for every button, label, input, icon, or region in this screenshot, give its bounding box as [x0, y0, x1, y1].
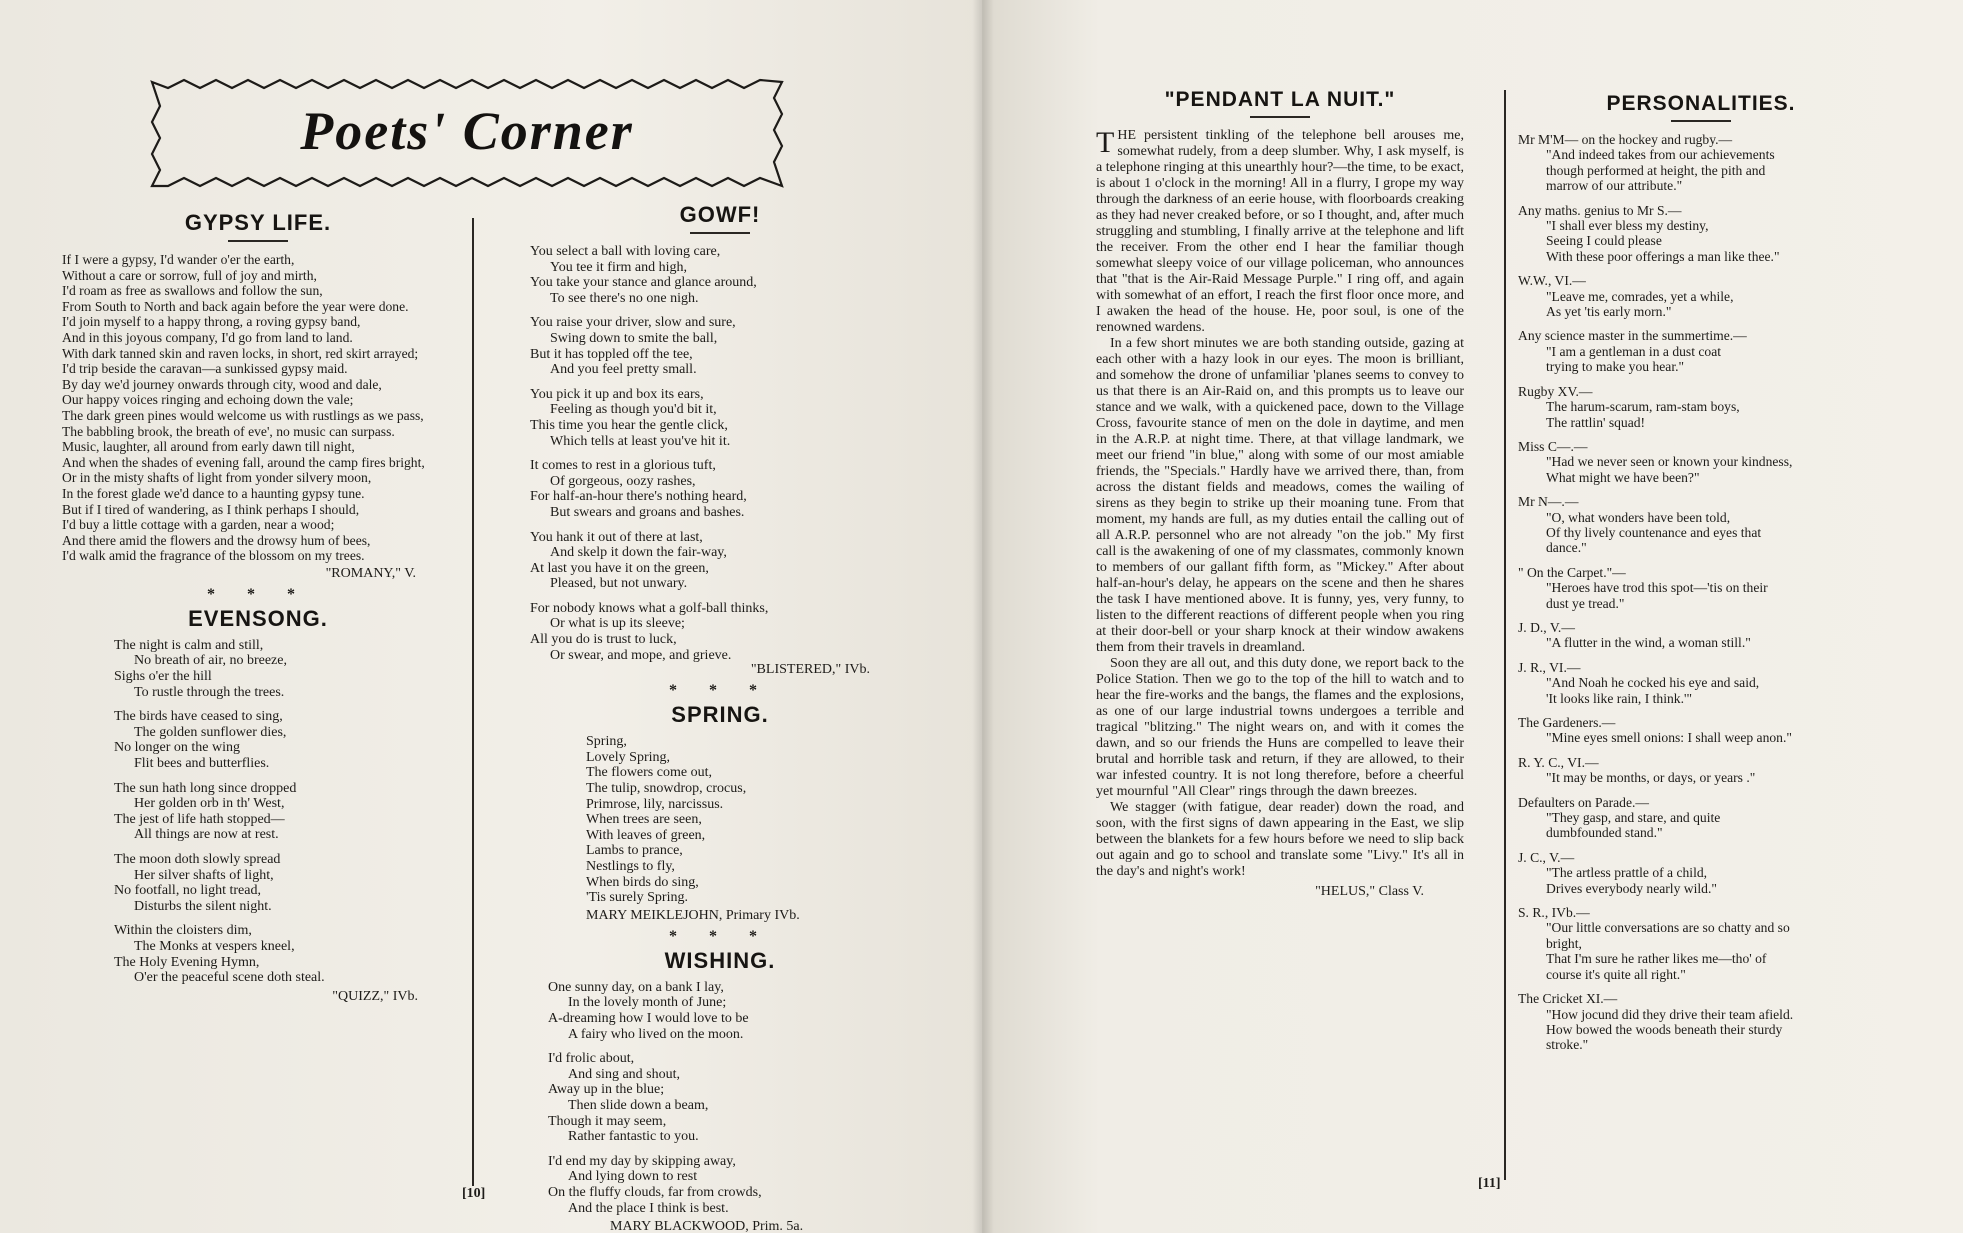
personality-quote-line: dance." — [1546, 540, 1587, 556]
paragraph-text: We stagger (with fatigue, dear reader) down the road, and soon, with the first signs of dawn appearing in the East, we slip between the blankets for a few hours before we need to slip back out again and go to school and translate some "Livy." It's all in the day's and night's work! — [1096, 800, 1464, 879]
personality-subject: R. Y. C., VI.— — [1518, 754, 1599, 770]
poem-line: Or in the misty shafts of light from yonder silvery moon, — [62, 470, 372, 486]
spring-signature: MARY MEIKLEJOHN, Primary IVb. — [586, 907, 800, 923]
poem-line: To rustle through the trees. — [134, 684, 285, 700]
personality-item — [1518, 905, 1884, 982]
personality-quote-line: "Our little conversations are so chatty and so — [1546, 920, 1790, 936]
column-divider — [1504, 90, 1506, 1180]
personality-quote-line: Of thy lively countenance and eyes that — [1546, 524, 1762, 540]
personality-item — [1518, 991, 1884, 1053]
personality-item — [1518, 715, 1884, 746]
personality-quote-line: Seeing I could please — [1546, 233, 1662, 249]
poem-line: The birds have ceased to sing, — [114, 709, 283, 725]
poem-line: And in this joyous company, I'd go from land to land. — [62, 329, 353, 345]
poem-line: You select a ball with loving care, — [530, 244, 721, 259]
personality-quote-line: The rattlin' squad! — [1546, 414, 1646, 430]
poem-line: The night is calm and still, — [114, 637, 264, 653]
stanza — [530, 530, 910, 592]
article-paragraph — [1096, 656, 1464, 800]
poem-line: And sing and shout, — [568, 1066, 680, 1082]
personality-quote-line: As yet 'tis early morn." — [1546, 304, 1672, 320]
poem-line: At last you have it on the green, — [530, 560, 709, 576]
personality-subject: The Gardeners.— — [1518, 715, 1616, 730]
poem-line: Lambs to prance, — [586, 843, 683, 859]
poem-line: I'd frolic about, — [548, 1051, 635, 1067]
poem-line: It comes to rest in a glorious tuft, — [530, 458, 716, 474]
personality-quote-line: "I shall ever bless my destiny, — [1546, 218, 1709, 234]
poem-line: You take your stance and glance around, — [530, 275, 757, 291]
personality-item — [1518, 620, 1884, 651]
personality-quote-line: "Heroes have trod this spot—'tis on their — [1546, 580, 1768, 596]
personality-subject: Defaulters on Parade.— — [1518, 794, 1649, 810]
poem-line: On the fluffy clouds, far from crowds, — [548, 1184, 762, 1200]
poem-line: With dark tanned skin and raven locks, in short, red skirt arrayed; — [62, 345, 419, 361]
personality-item — [1518, 494, 1884, 556]
personality-quote-line: The harum-scarum, ram-stam boys, — [1546, 399, 1740, 415]
poem-line: A fairy who lived on the moon. — [568, 1026, 744, 1042]
poem-line: In the lovely month of June; — [568, 995, 727, 1011]
paragraph-text: In a few short minutes we are both standing outside, gazing at each other with a hazy look in our eyes. The moon is brilliant, and somehow the drone of unfamiliar 'planes seems to convey to us that there is an Air-Raid on, and this prompts us to leave our stance and we walk, with a quickened pace, down to the Village Cross, favourite stance of men on the dole in daytime, and men in the A.R.P. at night time. There, at that village landmark, we meet our friend "in blue," along with some of our most amiable friends, the "Specials." Hardly have we arrived there, than, from across the distant fields and meadows, comes the wailing of sirens as they begin to strike up their moaning tune. From that moment, my hands are full, as my duties entail the calling out of all A.R.P. personnel who are not already "on the job." My first call is the awakening of one of my classmates, commonly known to members of our gallant fifth form, as "Mickey." After about half-an-hour's delay, he appears on the scene and then he shares the task I have mentioned above. It is funny, yes, very funny, to listen to the different reactions of different people when you ring at their door-bell or your sharp knock at their window awakens them from their travels in dreamland. — [1096, 336, 1464, 655]
article-paragraph — [1096, 128, 1464, 336]
personality-quote-line: 'It looks like rain, I think.'" — [1546, 690, 1692, 706]
poem-line: Disturbs the silent night. — [134, 898, 272, 914]
spring-title: SPRING. — [671, 702, 769, 728]
personality-item — [1518, 755, 1884, 786]
personality-item — [1518, 273, 1884, 319]
poem-line: You raise your driver, slow and sure, — [530, 315, 736, 331]
poem-line: The tulip, snowdrop, crocus, — [586, 781, 747, 797]
pendant-article — [1096, 128, 1464, 880]
personality-subject: Any maths. genius to Mr S.— — [1518, 202, 1682, 218]
poem-line: A-dreaming how I would love to be — [548, 1010, 749, 1026]
personality-quote-line: With these poor offerings a man like thee." — [1546, 248, 1780, 264]
personalities-list — [1518, 132, 1884, 1053]
personality-quote-line: dumbfounded stand." — [1546, 825, 1663, 841]
personality-quote-line: dust ye tread." — [1546, 595, 1625, 611]
poem-line: Though it may seem, — [548, 1113, 667, 1129]
evensong-poem — [62, 638, 454, 986]
poem-line: Music, laughter, all around from early dawn till night, — [62, 439, 355, 455]
poem-line: By day we'd journey onwards through city, wood and dale, — [62, 376, 382, 392]
wishing-poem — [530, 980, 910, 1216]
section-separator: * * * — [669, 682, 771, 700]
personality-quote-line: "And indeed takes from our achievements — [1546, 147, 1775, 163]
right-page — [982, 0, 1963, 1233]
left-column — [62, 210, 454, 1005]
poem-line: Flit bees and butterflies. — [134, 756, 270, 772]
poem-line: Primrose, lily, narcissus. — [586, 796, 724, 812]
poem-line: But swears and groans and bashes. — [550, 504, 745, 520]
gypsy-life-signature: "ROMANY," V. — [325, 565, 416, 581]
personality-quote-line: "I am a gentleman in a dust coat — [1546, 343, 1722, 359]
poem-line: The sun hath long since dropped — [114, 780, 297, 796]
stanza — [530, 244, 910, 306]
gypsy-life-poem — [62, 252, 454, 564]
poem-line: Or swear, and mope, and grieve. — [550, 647, 732, 663]
poem-line: This time you hear the gentle click, — [530, 417, 728, 433]
poem-line: And you feel pretty small. — [550, 362, 697, 378]
personality-quote-line: trying to make you hear." — [1546, 359, 1685, 375]
poem-line: Of gorgeous, oozy rashes, — [550, 473, 696, 489]
personality-quote-line: stroke." — [1546, 1037, 1589, 1053]
poem-line: For nobody knows what a golf-ball thinks, — [530, 600, 769, 616]
personality-subject: Mr N—.— — [1518, 494, 1579, 510]
poem-line: I'd trip beside the caravan—a sunkissed gypsy maid. — [62, 361, 348, 377]
stanza — [530, 601, 910, 663]
poem-line: But it has toppled off the tee, — [530, 346, 693, 362]
personality-subject: S. R., IVb.— — [1518, 905, 1590, 921]
gowf-poem — [530, 244, 910, 663]
personalities-title: PERSONALITIES. — [1606, 92, 1796, 115]
pendant-column — [1096, 88, 1464, 900]
page-number-left: [10] — [462, 1186, 486, 1201]
paragraph-text: Soon they are all out, and this duty done, we report back to the Police Station. Then we go to the top of the hill to watch and to hear the fire-works and the bangs, the flames and the explosions, as one of our large industrial towns undergoes a terrible and tragical "blitzing." The night wears on, and with it comes the dawn, and so our friends the Huns are compelled to leave their brutal and horrible task and return, if they are allowed, to their war infested country. It is not long therefore, before a cheerful yet mournful "All Clear" rings through the dawn breezes. — [1096, 656, 1464, 799]
poem-line: I'd end my day by skipping away, — [548, 1153, 736, 1169]
personality-quote-line: That I'm sure he rather likes me—tho' of — [1546, 951, 1767, 967]
page-number-right: [11] — [1478, 1176, 1501, 1191]
poem-line: Swing down to smite the ball, — [550, 330, 718, 346]
poem-line: In the forest glade we'd dance to a haunting gypsy tune. — [62, 485, 365, 501]
poets-corner-banner — [148, 78, 786, 190]
stanza — [530, 315, 910, 377]
personality-item — [1518, 203, 1884, 265]
title-rule — [228, 240, 288, 242]
poem-line: The golden sunflower dies, — [134, 724, 287, 740]
gowf-title: GOWF! — [679, 202, 761, 227]
poem-line: Pleased, but not unwary. — [550, 576, 688, 592]
personality-quote-line: "Had we never seen or known your kindness, — [1546, 454, 1793, 470]
column-divider — [472, 218, 474, 1186]
poem-line: All things are now at rest. — [134, 827, 279, 843]
personality-subject: The Cricket XI.— — [1518, 991, 1618, 1007]
personality-item — [1518, 795, 1884, 841]
poem-line: Away up in the blue; — [548, 1082, 665, 1098]
personality-item — [1518, 850, 1884, 896]
personality-item — [1518, 660, 1884, 706]
poem-line: To see there's no one nigh. — [550, 290, 699, 306]
personality-quote-line: "Mine eyes smell onions: I shall weep anon." — [1546, 730, 1792, 746]
personality-item — [1518, 132, 1884, 194]
poem-line: Lovely Spring, — [586, 749, 670, 765]
poem-line: Or what is up its sleeve; — [550, 616, 685, 632]
gowf-signature: "BLISTERED," IVb. — [750, 662, 870, 678]
right-column — [530, 202, 910, 1233]
section-separator: * * * — [207, 585, 309, 603]
poem-line: Her silver shafts of light, — [134, 867, 274, 883]
poem-line: And lying down to rest — [568, 1169, 698, 1185]
personality-quote-line: "Leave me, comrades, yet a while, — [1546, 288, 1734, 304]
evensong-title: EVENSONG. — [188, 605, 328, 631]
personality-item — [1518, 565, 1884, 611]
personality-quote-line: What might we have been?" — [1546, 469, 1700, 485]
personality-quote-line: "A flutter in the wind, a woman still." — [1546, 635, 1751, 651]
poem-line: Sighs o'er the hill — [114, 669, 212, 685]
article-paragraph — [1096, 800, 1464, 880]
poem-line: O'er the peaceful scene doth steal. — [134, 970, 325, 986]
personality-quote-line: "The artless prattle of a child, — [1546, 865, 1708, 881]
poem-line: Our happy voices ringing and echoing down the vale; — [62, 392, 354, 408]
stanza — [114, 638, 454, 700]
personality-quote-line: How bowed the woods beneath their sturdy — [1546, 1021, 1783, 1037]
poem-line: When birds do sing, — [586, 874, 699, 890]
personality-quote-line: Drives everybody nearly wild." — [1546, 880, 1717, 896]
personality-subject: " On the Carpet."— — [1518, 564, 1626, 580]
poem-line: One sunny day, on a bank I lay, — [548, 979, 724, 995]
personality-quote-line: "And Noah he cocked his eye and said, — [1546, 675, 1760, 691]
personality-quote-line: "How jocund did they drive their team afield. — [1546, 1006, 1794, 1022]
drop-cap: T — [1096, 126, 1115, 159]
poem-line: The dark green pines would welcome us with rustlings as we pass, — [62, 407, 424, 423]
poem-line: The moon doth slowly spread — [114, 852, 281, 867]
personality-item — [1518, 439, 1884, 485]
poem-line: For half-an-hour there's nothing heard, — [530, 489, 747, 505]
personality-subject: Any science master in the summertime.— — [1518, 328, 1747, 344]
poem-line: No breath of air, no breeze, — [134, 653, 287, 669]
personality-subject: W.W., VI.— — [1518, 273, 1586, 289]
poem-line: But if I tired of wandering, as I think perhaps I should, — [62, 501, 360, 517]
stanza — [114, 781, 454, 843]
poem-line: If I were a gypsy, I'd wander o'er the earth, — [62, 252, 295, 267]
personality-quote-line: "It may be months, or days, or years ." — [1546, 770, 1756, 786]
wishing-signature: MARY BLACKWOOD, Prim. 5a. — [610, 1219, 804, 1233]
poem-line: Nestlings to fly, — [586, 859, 675, 874]
paragraph-text: HE persistent tinkling of the telephone bell arouses me, somewhat rudely, from a deep slumber. Why, I ask myself, is a telephone ringing at this unearthly hour?—the time, to be exact, is about 1 o'clock in the morning! All in a flurry, I grope my way through the darkness of an eerie house, with floorboards creaking as they had never creaked before, or so I thought, and, after much struggling and stumbling, I finally arrive at the telephone and lift the receiver. From the other end I hear the familiar though somewhat sleepy voice of our village policeman, who announces that "that is the Air-Raid Message Purple." I ring off, and again with somewhat of an effort, I reach the first floor once more, and I awaken the head of the house. He, poor soul, is one of the renowned wardens. — [1096, 128, 1464, 335]
pendant-title: "PENDANT LA NUIT." — [1164, 88, 1396, 111]
personality-subject: J. C., V.— — [1518, 849, 1575, 865]
poem-line: No longer on the wing — [114, 740, 240, 756]
personality-quote-line: course it's quite all right." — [1546, 966, 1686, 982]
banner-title: Poets' Corner — [300, 101, 634, 161]
poem-line: The jest of life hath stopped— — [114, 811, 285, 827]
book-gutter — [972, 0, 994, 1233]
poem-line: From South to North and back again before the year were done. — [62, 298, 409, 314]
poem-line: And there amid the flowers and the drowsy hum of bees, — [62, 532, 371, 548]
spring-poem — [530, 734, 910, 906]
personality-subject: J. D., V.— — [1518, 619, 1575, 635]
personality-subject: Mr M'M— on the hockey and rugby.— — [1518, 132, 1733, 147]
poem-line: I'd join myself to a happy throng, a roving gypsy band, — [62, 314, 361, 330]
stanza — [548, 1154, 910, 1216]
title-rule — [690, 232, 750, 234]
personality-subject: Rugby XV.— — [1518, 383, 1593, 399]
poem-line: And when the shades of evening fall, around the camp fires bright, — [62, 454, 425, 470]
poem-line: I'd buy a little cottage with a garden, near a wood; — [62, 517, 335, 533]
section-separator: * * * — [669, 927, 771, 945]
stanza — [586, 734, 910, 906]
poem-line: Feeling as though you'd bit it, — [550, 402, 717, 418]
gypsy-life-title: GYPSY LIFE. — [184, 210, 332, 235]
poem-line: Within the cloisters dim, — [114, 923, 252, 939]
poem-line: I'd roam as free as swallows and follow the sun, — [62, 283, 323, 299]
personality-item — [1518, 328, 1884, 374]
personality-item — [1518, 384, 1884, 430]
personality-subject: J. R., VI.— — [1518, 659, 1581, 675]
poem-line: And the place I think is best. — [568, 1200, 729, 1216]
stanza — [114, 923, 454, 985]
title-rule — [1250, 116, 1310, 118]
poem-line: You pick it up and box its ears, — [530, 386, 704, 402]
poem-line: You tee it firm and high, — [550, 259, 688, 275]
stanza — [548, 980, 910, 1042]
poem-line: With leaves of green, — [586, 827, 706, 843]
personality-quote-line: "They gasp, and stare, and quite — [1546, 810, 1721, 826]
stanza — [114, 709, 454, 771]
personality-quote-line: "O, what wonders have been told, — [1546, 509, 1731, 525]
personality-quote-line: though performed at height, the pith and — [1546, 162, 1766, 178]
poem-line: Her golden orb in th' West, — [134, 796, 285, 812]
poem-line: No footfall, no light tread, — [114, 883, 261, 899]
personality-quote-line: marrow of our attribute." — [1546, 178, 1683, 194]
stanza — [548, 1051, 910, 1145]
personality-subject: Miss C—.— — [1518, 438, 1588, 454]
pendant-signature: "HELUS," Class V. — [1315, 884, 1424, 899]
personality-quote-line: bright, — [1546, 935, 1582, 951]
poem-line: Spring, — [586, 734, 627, 750]
poem-line: Then slide down a beam, — [568, 1097, 709, 1113]
poem-line: I'd walk amid the fragrance of the blossom on my trees. — [62, 548, 365, 564]
poem-line: And skelp it down the fair-way, — [550, 545, 727, 561]
poem-line: All you do is trust to luck, — [530, 632, 677, 648]
poem-line: The babbling brook, the breath of eve', no music can surpass. — [62, 423, 395, 439]
wishing-title: WISHING. — [664, 947, 776, 973]
poem-line: Which tells at least you've hit it. — [550, 433, 731, 449]
article-paragraph — [1096, 336, 1464, 656]
poem-line: You hank it out of there at last, — [530, 529, 703, 545]
poem-line: 'Tis surely Spring. — [586, 890, 688, 906]
evensong-signature: "QUIZZ," IVb. — [332, 988, 418, 1004]
stanza — [530, 458, 910, 520]
personalities-column — [1518, 92, 1884, 1062]
poem-line: The Monks at vespers kneel, — [134, 938, 295, 954]
poem-line: Rather fantastic to you. — [568, 1129, 699, 1145]
poem-line: When trees are seen, — [586, 812, 702, 828]
poem-line: The Holy Evening Hymn, — [114, 954, 260, 970]
stanza — [114, 852, 454, 914]
poem-line: Without a care or sorrow, full of joy and mirth, — [62, 267, 317, 283]
stanza — [530, 387, 910, 449]
title-rule — [1671, 120, 1731, 122]
poem-line: The flowers come out, — [586, 765, 712, 781]
